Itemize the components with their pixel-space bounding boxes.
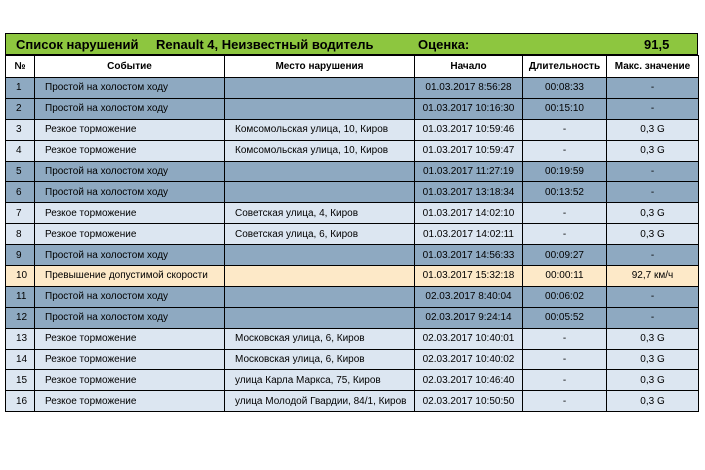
row-start: 02.03.2017 9:24:14 <box>415 307 523 328</box>
row-duration: - <box>523 119 607 140</box>
row-number: 16 <box>6 391 35 412</box>
row-event: Резкое торможение <box>35 224 225 245</box>
col-duration: Длительность <box>523 56 607 78</box>
row-start: 02.03.2017 10:50:50 <box>415 391 523 412</box>
row-duration: 00:06:02 <box>523 286 607 307</box>
row-duration: - <box>523 391 607 412</box>
row-start: 01.03.2017 14:56:33 <box>415 245 523 266</box>
row-max-value: 0,3 G <box>607 391 699 412</box>
row-place <box>225 286 415 307</box>
row-start: 02.03.2017 10:40:01 <box>415 328 523 349</box>
row-max-value: 92,7 км/ч <box>607 266 699 287</box>
col-number: № <box>6 56 35 78</box>
table-row <box>6 119 699 140</box>
row-place: Советская улица, 4, Киров <box>225 203 415 224</box>
row-place <box>225 245 415 266</box>
row-start: 02.03.2017 10:46:40 <box>415 370 523 391</box>
row-number: 4 <box>6 140 35 161</box>
row-event: Простой на холостом ходу <box>35 78 225 99</box>
table-row <box>6 203 699 224</box>
row-event: Резкое торможение <box>35 119 225 140</box>
row-event: Резкое торможение <box>35 391 225 412</box>
row-event: Резкое торможение <box>35 140 225 161</box>
table-body <box>6 78 699 412</box>
col-start: Начало <box>415 56 523 78</box>
row-place: Московская улица, 6, Киров <box>225 328 415 349</box>
row-event: Резкое торможение <box>35 203 225 224</box>
row-place <box>225 98 415 119</box>
table-row <box>6 224 699 245</box>
row-start: 01.03.2017 10:16:30 <box>415 98 523 119</box>
table-row <box>6 307 699 328</box>
row-place: Советская улица, 6, Киров <box>225 224 415 245</box>
row-number: 13 <box>6 328 35 349</box>
row-number: 12 <box>6 307 35 328</box>
report-header <box>5 33 698 55</box>
row-number: 3 <box>6 119 35 140</box>
table-row <box>6 98 699 119</box>
row-max-value: 0,3 G <box>607 224 699 245</box>
row-duration: - <box>523 328 607 349</box>
row-duration: 00:19:59 <box>523 161 607 182</box>
row-place: Комсомольская улица, 10, Киров <box>225 140 415 161</box>
row-start: 01.03.2017 10:59:47 <box>415 140 523 161</box>
row-number: 6 <box>6 182 35 203</box>
row-number: 8 <box>6 224 35 245</box>
row-place: улица Молодой Гвардии, 84/1, Киров <box>225 391 415 412</box>
table-row <box>6 286 699 307</box>
row-max-value: - <box>607 78 699 99</box>
table-row <box>6 78 699 99</box>
table-row <box>6 370 699 391</box>
row-place <box>225 307 415 328</box>
row-number: 10 <box>6 266 35 287</box>
row-event: Резкое торможение <box>35 349 225 370</box>
row-start: 01.03.2017 14:02:10 <box>415 203 523 224</box>
table-header-row <box>6 56 699 78</box>
row-duration: - <box>523 203 607 224</box>
row-event: Резкое торможение <box>35 370 225 391</box>
col-event: Событие <box>35 56 225 78</box>
row-duration: 00:15:10 <box>523 98 607 119</box>
row-duration: 00:05:52 <box>523 307 607 328</box>
row-place: Комсомольская улица, 10, Киров <box>225 119 415 140</box>
table-row <box>6 266 699 287</box>
row-max-value: - <box>607 245 699 266</box>
vehicle-driver: Renault 4, Неизвестный водитель <box>156 36 374 52</box>
row-place: Московская улица, 6, Киров <box>225 349 415 370</box>
report-title: Список нарушений <box>16 36 139 52</box>
row-number: 5 <box>6 161 35 182</box>
row-event: Простой на холостом ходу <box>35 245 225 266</box>
row-number: 2 <box>6 98 35 119</box>
row-duration: 00:09:27 <box>523 245 607 266</box>
row-event: Простой на холостом ходу <box>35 161 225 182</box>
row-duration: 00:00:11 <box>523 266 607 287</box>
row-start: 01.03.2017 10:59:46 <box>415 119 523 140</box>
row-event: Простой на холостом ходу <box>35 307 225 328</box>
row-place <box>225 266 415 287</box>
row-max-value: - <box>607 161 699 182</box>
row-number: 15 <box>6 370 35 391</box>
row-max-value: - <box>607 98 699 119</box>
row-start: 02.03.2017 8:40:04 <box>415 286 523 307</box>
row-max-value: 0,3 G <box>607 349 699 370</box>
row-start: 01.03.2017 8:56:28 <box>415 78 523 99</box>
score-label: Оценка: <box>418 36 470 52</box>
row-event: Резкое торможение <box>35 328 225 349</box>
row-start: 01.03.2017 11:27:19 <box>415 161 523 182</box>
row-event: Простой на холостом ходу <box>35 286 225 307</box>
table-row <box>6 349 699 370</box>
row-max-value: - <box>607 286 699 307</box>
row-place <box>225 161 415 182</box>
row-start: 02.03.2017 10:40:02 <box>415 349 523 370</box>
row-number: 1 <box>6 78 35 99</box>
row-max-value: 0,3 G <box>607 328 699 349</box>
row-number: 14 <box>6 349 35 370</box>
row-number: 7 <box>6 203 35 224</box>
row-max-value: 0,3 G <box>607 119 699 140</box>
row-event: Простой на холостом ходу <box>35 98 225 119</box>
row-start: 01.03.2017 15:32:18 <box>415 266 523 287</box>
violations-report <box>5 33 698 412</box>
row-event: Превышение допустимой скорости <box>35 266 225 287</box>
row-max-value: 0,3 G <box>607 370 699 391</box>
table-row <box>6 161 699 182</box>
table-row <box>6 140 699 161</box>
row-duration: 00:08:33 <box>523 78 607 99</box>
table-row <box>6 328 699 349</box>
row-duration: - <box>523 370 607 391</box>
violations-table <box>5 55 699 412</box>
row-max-value: 0,3 G <box>607 140 699 161</box>
row-number: 9 <box>6 245 35 266</box>
row-duration: 00:13:52 <box>523 182 607 203</box>
row-max-value: - <box>607 182 699 203</box>
score-value: 91,5 <box>644 36 670 52</box>
row-start: 01.03.2017 14:02:11 <box>415 224 523 245</box>
row-number: 11 <box>6 286 35 307</box>
table-row <box>6 182 699 203</box>
row-place <box>225 78 415 99</box>
row-place: улица Карла Маркса, 75, Киров <box>225 370 415 391</box>
row-place <box>225 182 415 203</box>
table-row <box>6 391 699 412</box>
row-duration: - <box>523 140 607 161</box>
row-event: Простой на холостом ходу <box>35 182 225 203</box>
row-duration: - <box>523 224 607 245</box>
row-start: 01.03.2017 13:18:34 <box>415 182 523 203</box>
row-max-value: - <box>607 307 699 328</box>
table-row <box>6 245 699 266</box>
row-max-value: 0,3 G <box>607 203 699 224</box>
col-max-value: Макс. значение <box>607 56 699 78</box>
col-place: Место нарушения <box>225 56 415 78</box>
row-duration: - <box>523 349 607 370</box>
